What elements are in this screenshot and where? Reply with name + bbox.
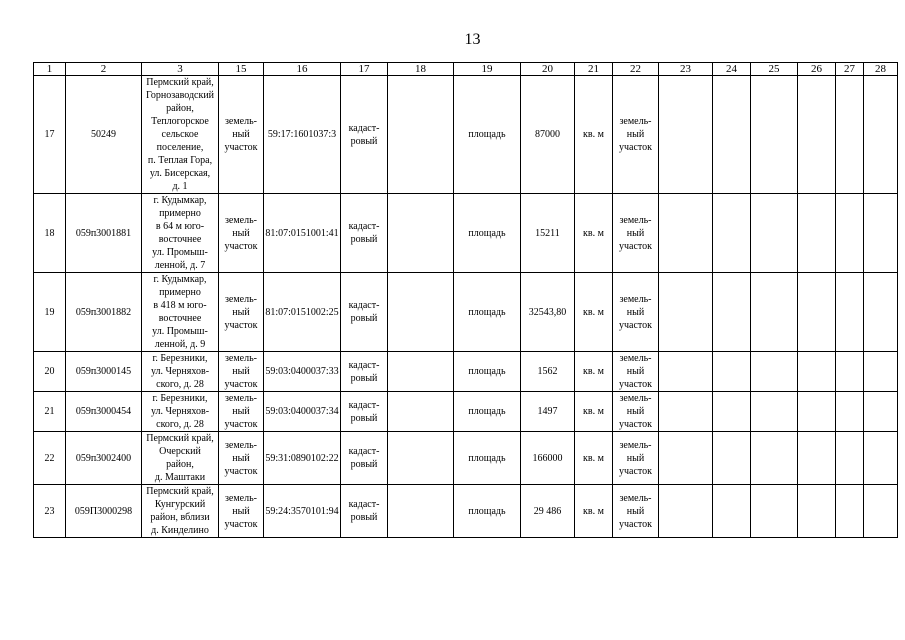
number-type-line: кадаст- bbox=[348, 300, 380, 311]
registry-id: 059п3001882 bbox=[66, 273, 142, 352]
cadastral-number: 59:03:0400037:33 bbox=[264, 352, 341, 392]
column-23-cell bbox=[659, 273, 713, 352]
column-header: 1 bbox=[34, 63, 66, 76]
object-type-line: участок bbox=[224, 419, 258, 430]
number-type-line: кадаст- bbox=[348, 399, 380, 411]
object-address-line: Горнозаводский bbox=[145, 90, 215, 101]
column-header: 3 bbox=[142, 63, 219, 76]
number-type-line: ровый bbox=[350, 313, 378, 324]
column-18-cell bbox=[388, 76, 454, 194]
object-type bbox=[219, 485, 264, 538]
column-27-cell bbox=[836, 392, 864, 432]
purpose-line: участок bbox=[618, 465, 652, 477]
object-type-line: участок bbox=[224, 379, 258, 390]
column-24-cell bbox=[713, 432, 751, 485]
purpose-line: ный bbox=[626, 406, 645, 417]
object-address-line: ул. Промыш- bbox=[152, 326, 208, 337]
object-address-line: поселение, bbox=[156, 142, 204, 153]
number-type-line: кадаст- bbox=[348, 122, 380, 134]
object-address-line: ского, д. 28 bbox=[156, 419, 204, 430]
table-row bbox=[34, 194, 898, 273]
object-address-line: д. Маштаки bbox=[154, 472, 206, 483]
object-address bbox=[142, 432, 219, 485]
cadastral-number: 59:03:0400037:34 bbox=[264, 392, 341, 432]
parameter-name: площадь bbox=[454, 432, 521, 485]
purpose-line: участок bbox=[618, 240, 652, 252]
parameter-name: площадь bbox=[454, 485, 521, 538]
column-header: 19 bbox=[454, 63, 521, 76]
object-type-line: участок bbox=[224, 465, 258, 477]
column-28-cell bbox=[864, 432, 898, 485]
object-address-line: ул. Промыш- bbox=[152, 247, 208, 258]
purpose bbox=[613, 432, 659, 485]
object-address-line: ского, д. 28 bbox=[156, 379, 204, 390]
object-address-line: район, bbox=[166, 459, 194, 470]
column-26-cell bbox=[798, 76, 836, 194]
table-row bbox=[34, 76, 898, 194]
column-header: 16 bbox=[264, 63, 341, 76]
parameter-name: площадь bbox=[454, 273, 521, 352]
object-address bbox=[142, 194, 219, 273]
purpose-line: участок bbox=[618, 319, 652, 331]
purpose-line: земель- bbox=[619, 492, 652, 504]
column-header: 22 bbox=[613, 63, 659, 76]
purpose-line: участок bbox=[618, 142, 652, 153]
object-address-line: ленной, д. 9 bbox=[154, 339, 206, 350]
object-address-line: Очерский bbox=[159, 446, 201, 457]
column-header: 2 bbox=[66, 63, 142, 76]
cadastral-number: 81:07:0151002:25 bbox=[264, 273, 341, 352]
number-type bbox=[341, 352, 388, 392]
object-address-line: г. Березники, bbox=[152, 393, 208, 404]
object-type bbox=[219, 76, 264, 194]
parameter-name: площадь bbox=[454, 194, 521, 273]
registry-id: 059п3000454 bbox=[66, 392, 142, 432]
purpose-line: ный bbox=[626, 452, 645, 464]
column-header: 23 bbox=[659, 63, 713, 76]
column-25-cell bbox=[751, 352, 798, 392]
column-25-cell bbox=[751, 273, 798, 352]
number-type-line: ровый bbox=[350, 512, 378, 523]
column-25-cell bbox=[751, 194, 798, 273]
column-27-cell bbox=[836, 194, 864, 273]
table-row bbox=[34, 485, 898, 538]
parameter-value: 1497 bbox=[521, 392, 575, 432]
object-address-line: п. Теплая Гора, bbox=[147, 155, 213, 166]
column-23-cell bbox=[659, 432, 713, 485]
cadastral-number: 59:17:1601037:3 bbox=[264, 76, 341, 194]
column-18-cell bbox=[388, 485, 454, 538]
number-type bbox=[341, 76, 388, 194]
column-18-cell bbox=[388, 432, 454, 485]
column-24-cell bbox=[713, 392, 751, 432]
column-26-cell bbox=[798, 392, 836, 432]
number-type bbox=[341, 194, 388, 273]
row-number: 17 bbox=[34, 76, 66, 194]
object-address-line: Кунгурский bbox=[154, 499, 206, 510]
purpose-line: ный bbox=[626, 129, 645, 140]
number-type bbox=[341, 392, 388, 432]
registry-table bbox=[33, 62, 898, 538]
object-address bbox=[142, 352, 219, 392]
object-address-line: сельское bbox=[161, 129, 199, 140]
object-type-line: земель- bbox=[224, 116, 258, 127]
column-27-cell bbox=[836, 76, 864, 194]
purpose-line: ный bbox=[626, 306, 645, 318]
object-address bbox=[142, 485, 219, 538]
number-type-line: ровый bbox=[350, 412, 378, 424]
parameter-value: 87000 bbox=[521, 76, 575, 194]
object-address-line: в 64 м юго- bbox=[155, 221, 205, 232]
parameter-name: площадь bbox=[454, 352, 521, 392]
column-header: 25 bbox=[751, 63, 798, 76]
column-header: 20 bbox=[521, 63, 575, 76]
table-row bbox=[34, 273, 898, 352]
object-address-line: примерно bbox=[159, 287, 201, 298]
header-row bbox=[34, 63, 898, 76]
purpose-line: участок bbox=[618, 419, 652, 430]
cadastral-number: 59:31:0890102:22 bbox=[264, 432, 341, 485]
column-23-cell bbox=[659, 352, 713, 392]
cadastral-number: 81:07:0151001:41 bbox=[264, 194, 341, 273]
number-type bbox=[341, 432, 388, 485]
number-type bbox=[341, 485, 388, 538]
column-26-cell bbox=[798, 352, 836, 392]
object-address-line: примерно bbox=[159, 208, 201, 219]
unit: кв. м bbox=[575, 485, 613, 538]
column-28-cell bbox=[864, 76, 898, 194]
object-address-line: ул. Черняхов- bbox=[150, 366, 210, 377]
unit: кв. м bbox=[575, 352, 613, 392]
object-address-line: г. Березники, bbox=[152, 353, 208, 364]
parameter-value: 32543,80 bbox=[521, 273, 575, 352]
row-number: 23 bbox=[34, 485, 66, 538]
object-address-line: д. 1 bbox=[172, 181, 188, 192]
column-header: 21 bbox=[575, 63, 613, 76]
object-address-line: ул. Черняхов- bbox=[150, 406, 210, 417]
column-28-cell bbox=[864, 352, 898, 392]
column-24-cell bbox=[713, 194, 751, 273]
number-type-line: ровый bbox=[350, 234, 378, 245]
object-type-line: ный bbox=[232, 406, 250, 417]
object-type-line: ный bbox=[232, 366, 250, 377]
purpose-line: участок bbox=[618, 379, 652, 390]
column-28-cell bbox=[864, 194, 898, 273]
table-row bbox=[34, 352, 898, 392]
table-body bbox=[34, 76, 898, 538]
column-24-cell bbox=[713, 273, 751, 352]
column-27-cell bbox=[836, 485, 864, 538]
object-address-line: район, вблизи bbox=[150, 512, 210, 523]
object-type-line: участок bbox=[224, 240, 258, 252]
number-type-line: ровый bbox=[350, 372, 378, 384]
object-address bbox=[142, 76, 219, 194]
parameter-value: 1562 bbox=[521, 352, 575, 392]
object-address-line: район, bbox=[166, 103, 194, 114]
column-25-cell bbox=[751, 76, 798, 194]
object-type-line: участок bbox=[224, 142, 258, 153]
unit: кв. м bbox=[575, 76, 613, 194]
purpose-line: земель- bbox=[619, 393, 652, 404]
column-27-cell bbox=[836, 432, 864, 485]
registry-id: 059п3002400 bbox=[66, 432, 142, 485]
cadastral-number: 59:24:3570101:94 bbox=[264, 485, 341, 538]
object-address bbox=[142, 273, 219, 352]
column-23-cell bbox=[659, 76, 713, 194]
object-address-line: д. Кинделино bbox=[151, 525, 209, 536]
column-header: 27 bbox=[836, 63, 864, 76]
column-18-cell bbox=[388, 194, 454, 273]
column-25-cell bbox=[751, 392, 798, 432]
unit: кв. м bbox=[575, 194, 613, 273]
object-address-line: Пермский край, bbox=[146, 77, 214, 88]
page-number: 13 bbox=[464, 31, 481, 48]
purpose-line: земель- bbox=[619, 293, 652, 305]
purpose bbox=[613, 194, 659, 273]
purpose bbox=[613, 352, 659, 392]
parameter-name: площадь bbox=[454, 76, 521, 194]
object-address-line: ул. Бисерская, bbox=[149, 168, 211, 179]
object-type-line: земель- bbox=[224, 214, 258, 226]
column-header: 17 bbox=[341, 63, 388, 76]
object-address-line: г. Кудымкар, bbox=[153, 195, 207, 206]
column-26-cell bbox=[798, 485, 836, 538]
column-header: 28 bbox=[864, 63, 898, 76]
purpose-line: ный bbox=[626, 505, 645, 517]
number-type-line: ровый bbox=[350, 459, 378, 470]
object-type bbox=[219, 352, 264, 392]
number-type-line: кадаст- bbox=[348, 446, 380, 457]
object-address bbox=[142, 392, 219, 432]
parameter-name: площадь bbox=[454, 392, 521, 432]
registry-id: 059п3001881 bbox=[66, 194, 142, 273]
number-type-line: кадаст- bbox=[348, 359, 380, 371]
row-number: 18 bbox=[34, 194, 66, 273]
column-25-cell bbox=[751, 485, 798, 538]
column-24-cell bbox=[713, 76, 751, 194]
column-27-cell bbox=[836, 352, 864, 392]
registry-id: 059п3000145 bbox=[66, 352, 142, 392]
column-header: 26 bbox=[798, 63, 836, 76]
parameter-value: 29 486 bbox=[521, 485, 575, 538]
unit: кв. м bbox=[575, 392, 613, 432]
object-type-line: ный bbox=[232, 505, 250, 517]
purpose bbox=[613, 392, 659, 432]
purpose-line: земель- bbox=[619, 353, 652, 364]
object-address-line: г. Кудымкар, bbox=[153, 274, 207, 285]
number-type-line: ровый bbox=[350, 135, 378, 147]
row-number: 21 bbox=[34, 392, 66, 432]
object-address-line: в 418 м юго- bbox=[153, 300, 207, 311]
column-26-cell bbox=[798, 194, 836, 273]
object-type bbox=[219, 392, 264, 432]
parameter-value: 15211 bbox=[521, 194, 575, 273]
object-address-line: Пермский край, bbox=[146, 433, 214, 444]
purpose bbox=[613, 485, 659, 538]
column-header: 18 bbox=[388, 63, 454, 76]
purpose-line: земель- bbox=[619, 116, 652, 127]
object-address-line: восточнее bbox=[158, 313, 202, 324]
purpose-line: ный bbox=[626, 366, 645, 377]
object-type bbox=[219, 194, 264, 273]
purpose bbox=[613, 76, 659, 194]
column-28-cell bbox=[864, 392, 898, 432]
object-address-line: Теплогорское bbox=[151, 116, 209, 127]
object-type bbox=[219, 273, 264, 352]
column-18-cell bbox=[388, 392, 454, 432]
purpose-line: участок bbox=[618, 518, 652, 530]
column-18-cell bbox=[388, 352, 454, 392]
row-number: 22 bbox=[34, 432, 66, 485]
unit: кв. м bbox=[575, 432, 613, 485]
purpose-line: ный bbox=[626, 227, 645, 239]
column-26-cell bbox=[798, 273, 836, 352]
object-type-line: земель- bbox=[224, 293, 258, 305]
purpose-line: земель- bbox=[619, 439, 652, 451]
purpose bbox=[613, 273, 659, 352]
row-number: 20 bbox=[34, 352, 66, 392]
object-type-line: участок bbox=[224, 518, 258, 530]
registry-id: 50249 bbox=[66, 76, 142, 194]
table-row bbox=[34, 392, 898, 432]
column-24-cell bbox=[713, 352, 751, 392]
object-type-line: ный bbox=[232, 306, 250, 318]
object-type-line: ный bbox=[232, 452, 250, 464]
number-type-line: кадаст- bbox=[348, 221, 380, 232]
registry-id: 059П3000298 bbox=[66, 485, 142, 538]
object-type-line: земель- bbox=[224, 353, 258, 364]
object-type-line: ный bbox=[232, 227, 250, 239]
object-type-line: ный bbox=[232, 129, 250, 140]
number-type bbox=[341, 273, 388, 352]
object-type-line: участок bbox=[224, 319, 258, 331]
column-28-cell bbox=[864, 485, 898, 538]
object-address-line: Пермский край, bbox=[146, 486, 214, 497]
table-row bbox=[34, 432, 898, 485]
column-26-cell bbox=[798, 432, 836, 485]
row-number: 19 bbox=[34, 273, 66, 352]
unit: кв. м bbox=[575, 273, 613, 352]
object-address-line: ленной, д. 7 bbox=[154, 260, 206, 271]
column-23-cell bbox=[659, 392, 713, 432]
column-27-cell bbox=[836, 273, 864, 352]
object-type-line: земель- bbox=[224, 492, 258, 504]
object-address-line: восточнее bbox=[158, 234, 202, 245]
object-type-line: земель- bbox=[224, 439, 258, 451]
column-18-cell bbox=[388, 273, 454, 352]
number-type-line: кадаст- bbox=[348, 499, 380, 510]
parameter-value: 166000 bbox=[521, 432, 575, 485]
column-24-cell bbox=[713, 485, 751, 538]
column-23-cell bbox=[659, 485, 713, 538]
column-header: 24 bbox=[713, 63, 751, 76]
column-header: 15 bbox=[219, 63, 264, 76]
purpose-line: земель- bbox=[619, 214, 652, 226]
column-28-cell bbox=[864, 273, 898, 352]
object-type-line: земель- bbox=[224, 393, 258, 404]
column-23-cell bbox=[659, 194, 713, 273]
column-25-cell bbox=[751, 432, 798, 485]
object-type bbox=[219, 432, 264, 485]
